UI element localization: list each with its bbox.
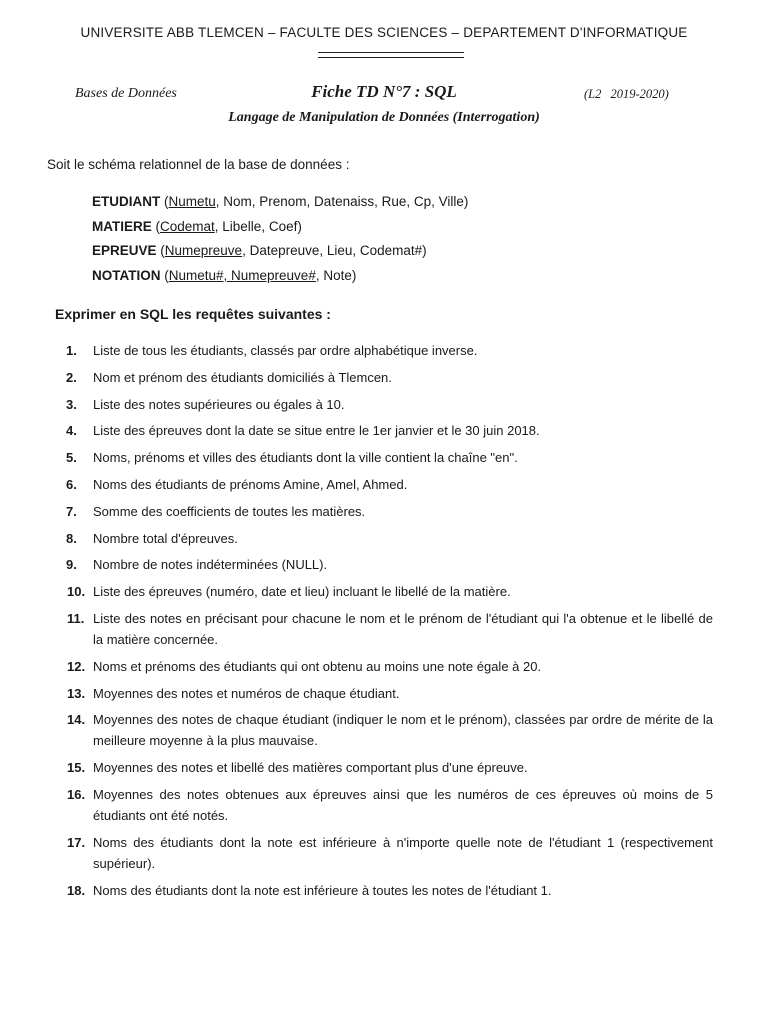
- primary-key: Codemat: [160, 218, 215, 234]
- question-text: Moyennes des notes obtenues aux épreuves ainsi que les numéros de ces épreuves où moins de 5 étudiants ont été notés.: [93, 786, 713, 823]
- relation-name: NOTATION: [92, 267, 161, 283]
- question-item: [0, 340, 713, 361]
- question-item: [0, 709, 713, 751]
- relation-attributes: , Note): [315, 267, 357, 283]
- schema-relation-etudiant: [92, 192, 732, 217]
- relation-attributes: , Libelle, Coef): [214, 218, 302, 234]
- question-item: [0, 554, 713, 575]
- question-text: Somme des coefficients de toutes les matières.: [93, 503, 366, 519]
- question-text: Nombre total d'épreuves.: [93, 530, 238, 546]
- schema-relation-epreuve: [92, 241, 732, 266]
- question-item: [0, 880, 713, 901]
- question-text: Noms et prénoms des étudiants qui ont obtenu au moins une note égale à 20.: [93, 658, 542, 674]
- question-number: 6.: [66, 476, 77, 492]
- question-number: 5.: [66, 450, 77, 466]
- question-text: Liste des notes supérieures ou égales à 10.: [93, 396, 345, 412]
- question-item: [0, 608, 713, 650]
- question-item: [0, 832, 713, 874]
- intro-text: Soit le schéma relationnel de la base de données :: [47, 157, 350, 172]
- schema-relation-notation: [92, 266, 732, 291]
- question-number: 8.: [66, 530, 77, 546]
- question-number: 10.: [67, 584, 86, 600]
- question-text: Noms, prénoms et villes des étudiants dont la ville contient la chaîne "en".: [93, 450, 518, 466]
- relation-name: MATIERE: [92, 218, 152, 234]
- question-number: 12.: [67, 658, 86, 674]
- question-item: [0, 367, 713, 388]
- primary-key: Numepreuve: [164, 243, 243, 258]
- question-number: 14.: [67, 712, 86, 728]
- question-text: Liste des épreuves (numéro, date et lieu) incluant le libellé de la matière.: [93, 584, 511, 600]
- question-item: [0, 474, 713, 495]
- question-list: [0, 340, 768, 906]
- relation-open: (: [160, 194, 169, 209]
- question-item: [0, 394, 713, 415]
- question-number: 1.: [66, 343, 77, 358]
- course-name: Bases de Données: [75, 86, 177, 101]
- relation-open: (: [160, 267, 169, 283]
- question-text: Liste de tous les étudiants, classés par ordre alphabétique inverse.: [93, 343, 478, 358]
- question-text: Moyennes des notes et libellé des matières comportant plus d'une épreuve.: [93, 760, 528, 776]
- relation-attributes: , Datepreuve, Lieu, Codemat#): [242, 243, 427, 258]
- section-heading: Exprimer en SQL les requêtes suivantes :: [55, 306, 331, 322]
- academic-year: (L2 2019-2020): [584, 87, 669, 101]
- question-number: 17.: [67, 834, 86, 850]
- question-text: Nombre de notes indéterminées (NULL).: [93, 557, 328, 573]
- question-number: 9.: [66, 557, 77, 573]
- question-number: 4.: [66, 423, 77, 439]
- question-text: Liste des épreuves dont la date se situe entre le 1er janvier et le 30 juin 2018.: [93, 423, 540, 439]
- primary-key: Numetu#, Numepreuve#: [168, 267, 316, 283]
- question-number: 7.: [66, 503, 77, 519]
- question-item: [0, 784, 713, 826]
- question-item: [0, 447, 713, 468]
- question-item: [0, 581, 713, 602]
- question-item: [0, 420, 713, 441]
- relation-name: ETUDIANT: [92, 194, 161, 209]
- subtitle: Langage de Manipulation de Données (Interrogation): [228, 110, 540, 125]
- question-item: [0, 501, 713, 522]
- relational-schema: [92, 192, 732, 290]
- question-number: 2.: [66, 369, 77, 385]
- relation-open: (: [151, 218, 160, 234]
- header-double-rule: [318, 52, 464, 58]
- question-item: [0, 683, 713, 704]
- question-number: 11.: [67, 610, 85, 626]
- question-text: Noms des étudiants dont la note est inférieure à n'importe quelle note de l'étudiant 1 (respectivement supérieur).: [93, 834, 713, 871]
- question-text: Moyennes des notes de chaque étudiant (indiquer le nom et le prénom), classées par ordre de mérite de la meilleure moyenne à la plus mauvaise.: [93, 712, 713, 749]
- question-item: [0, 656, 713, 677]
- institution-header: UNIVERSITE ABB TLEMCEN – FACULTE DES SCIENCES – DEPARTEMENT D'INFORMATIQUE: [80, 25, 688, 40]
- schema-relation-matiere: [92, 217, 732, 242]
- relation-name: EPREUVE: [92, 243, 157, 258]
- question-text: Nom et prénom des étudiants domiciliés à Tlemcen.: [93, 369, 392, 385]
- question-number: 18.: [67, 882, 86, 898]
- question-item: [0, 757, 713, 778]
- question-number: 16.: [67, 786, 86, 802]
- question-number: 15.: [67, 760, 86, 776]
- fiche-title: Fiche TD N°7 : SQL: [311, 82, 457, 101]
- relation-attributes: , Nom, Prenom, Datenaiss, Rue, Cp, Ville): [215, 194, 469, 209]
- question-number: 3.: [66, 396, 77, 412]
- question-text: Moyennes des notes et numéros de chaque étudiant.: [93, 685, 400, 701]
- question-text: Noms des étudiants dont la note est inférieure à toutes les notes de l'étudiant 1.: [93, 882, 552, 898]
- question-item: [0, 528, 713, 549]
- question-text: Noms des étudiants de prénoms Amine, Amel, Ahmed.: [93, 476, 408, 492]
- primary-key: Numetu: [168, 194, 216, 209]
- title-row: [0, 82, 768, 106]
- question-text: Liste des notes en précisant pour chacune le nom et le prénom de l'étudiant qui l'a obtenue et le libellé de la matière concernée.: [93, 610, 713, 647]
- relation-open: (: [156, 243, 165, 258]
- question-number: 13.: [67, 685, 86, 701]
